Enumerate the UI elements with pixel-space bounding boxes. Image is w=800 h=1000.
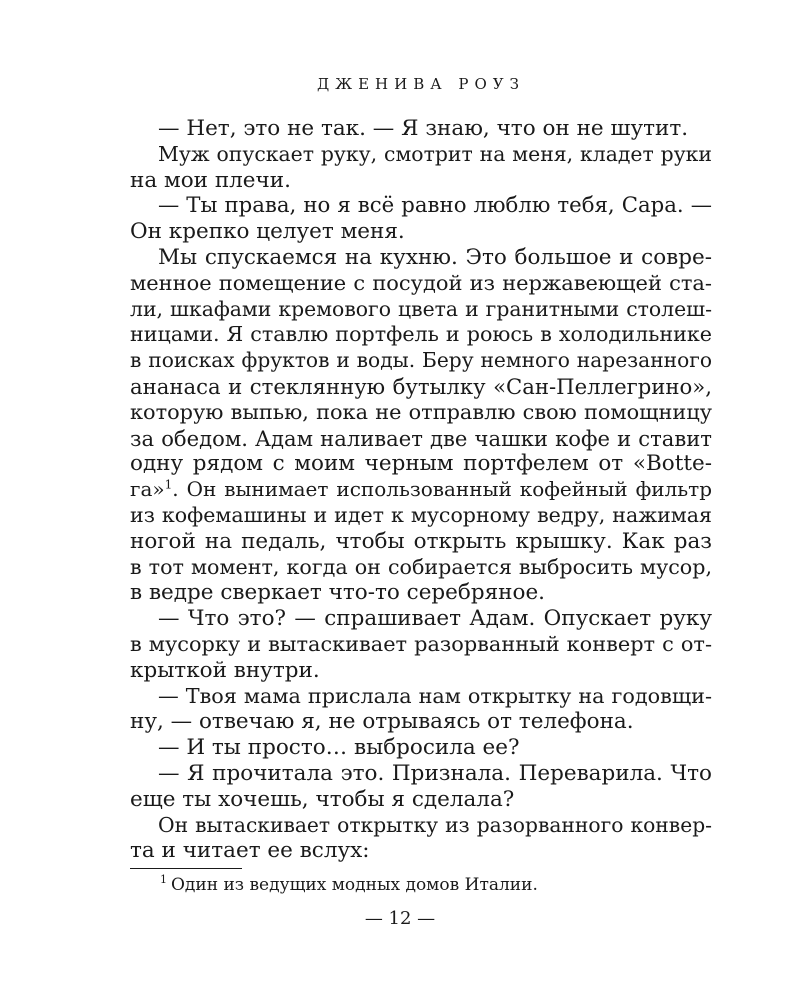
text-fragment: . Он вынимает использованный кофейный фильтр <box>172 477 712 502</box>
text-line: которую выпью, пока не отправлю свою помощницу <box>130 399 712 424</box>
text-line: в поисках фруктов и воды. Беру немного нарезанного <box>130 348 712 373</box>
text-line: в мусорку и вытаскивает разорванный конверт с от- <box>130 631 712 656</box>
text-line: — Нет, это не так. — Я знаю, что он не шутит. <box>158 116 689 141</box>
text-line: ли, шкафами кремового цвета и гранитными столеш- <box>130 296 712 321</box>
text-line: ананаса и стеклянную бутылку «Сан-Пеллегрино», <box>130 373 712 399</box>
text-line: Он крепко целует меня. <box>130 219 405 245</box>
text-line: — Что это? — спрашивает Адам. Опускает руку <box>158 606 712 632</box>
text-line: крыткой внутри. <box>130 657 320 683</box>
text-line: та и читает ее вслух: <box>130 838 370 864</box>
text-line: в ведре сверкает что-то серебряное. <box>130 580 546 606</box>
text-line: в тот момент, когда он собирается выбросить мусор, <box>130 554 712 579</box>
text-line: ногой на педаль, чтобы открыть крышку. Как раз <box>130 528 712 554</box>
text-line: — Твоя мама прислала нам открытку на годовщи- <box>158 683 712 708</box>
text-line: — Я прочитала это. Признала. Переварила. Что <box>158 760 712 786</box>
page-body <box>130 72 712 864</box>
footnote-number: 1 <box>160 873 167 887</box>
text-line: Он вытаскивает открытку из разорванного конвер- <box>158 812 712 837</box>
running-head: ДЖЕНИВА РОУЗ <box>317 75 525 93</box>
page-number: — 12 — <box>364 908 436 929</box>
footnote-divider <box>130 868 242 869</box>
text-line: менное помещение с посудой из нержавеющей ста- <box>130 270 712 295</box>
text-line: ну, — отвечаю я, не отрываясь от телефона. <box>130 709 634 735</box>
text-fragment: га» <box>130 477 165 502</box>
text-line: за обедом. Адам наливает две чашки кофе и ставит <box>130 425 712 451</box>
text-line: ницами. Я ставлю портфель и роюсь в холодильнике <box>130 322 712 347</box>
text-line: еще ты хочешь, чтобы я сделала? <box>130 786 515 812</box>
text-line <box>130 477 712 503</box>
footnote <box>160 874 538 896</box>
text-line: Муж опускает руку, смотрит на меня, кладет руки <box>158 141 712 166</box>
text-line: — Ты права, но я всё равно люблю тебя, Сара. — <box>158 193 712 219</box>
text-line: из кофемашины и идет к мусорному ведру, нажимая <box>130 502 712 527</box>
footnote-reference: 1 <box>164 477 173 492</box>
footnote-text: Один из ведущих модных домов Италии. <box>171 875 538 895</box>
text-line: одну рядом с моим черным портфелем от «Botte- <box>130 451 712 477</box>
text-line: на мои плечи. <box>130 167 291 193</box>
text-line: Мы спускаемся на кухню. Это большое и совре- <box>158 244 712 270</box>
text-line: — И ты просто… выбросила ее? <box>158 735 520 761</box>
